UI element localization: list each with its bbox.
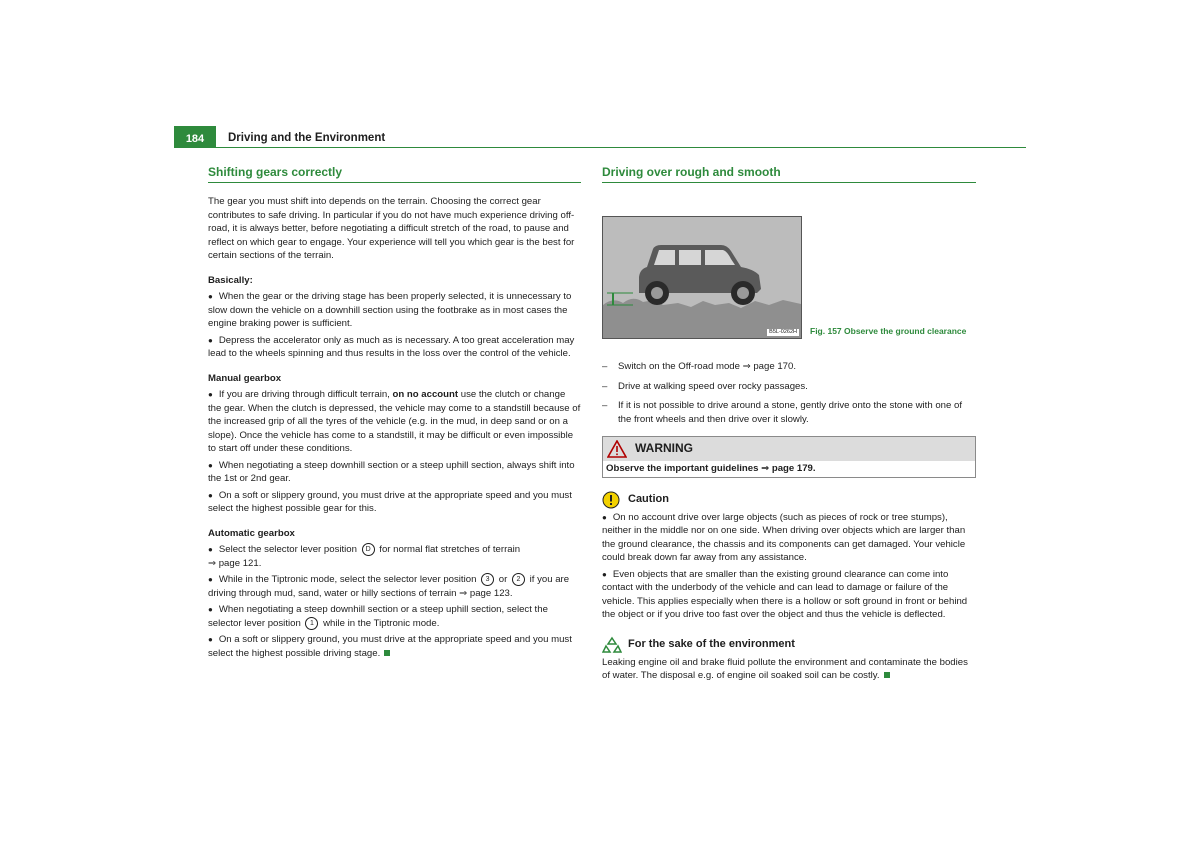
list-item: ● On a soft or slippery ground, you must drive at the appropriate speed and you must select the highest possible gear for this. — [208, 489, 572, 514]
environment-header — [602, 637, 976, 655]
list-item: ● When negotiating a steep downhill section or a steep uphill section, always shift into the 1st or 2nd gear. — [208, 459, 575, 484]
chapter-title: Driving and the Environment — [228, 132, 386, 144]
end-of-section-icon — [884, 672, 890, 678]
list-item: ● Even objects that are smaller than the existing ground clearance can come into contact with the underbody of the vehicle and can lead to damage or failure of the vehicle. This applies especially when there is a hollow or soft ground in front or behind the object or if you drive too fast over the object and thus the vehicle is deflected. — [602, 568, 968, 620]
environment-title: For the sake of the environment — [628, 637, 795, 650]
step-item: – Switch on the Off-road mode ⇒ page 170. — [602, 361, 797, 372]
list-item: ● When negotiating a steep downhill section or a steep uphill section, select the selector lever position 1 while in the Tiptronic mode. — [208, 604, 548, 629]
header-rule — [174, 147, 1026, 148]
page-number: 184 — [174, 126, 216, 148]
environment-text: Leaking engine oil and brake fluid pollute the environment and contaminate the bodies of water. The disposal e.g. of engine oil soaked soil can be costly. — [602, 656, 968, 681]
warning-text: Observe the important guidelines ⇒ page 179. — [606, 463, 816, 474]
bullet-dot-icon: ● — [208, 390, 213, 399]
bullet-dot-icon: ● — [208, 545, 213, 555]
bullet-dot-icon: ● — [208, 460, 213, 470]
warning-header — [603, 437, 975, 461]
list-item: ● If you are driving through difficult terrain, on no account use the clutch or change the gear. When the clutch is depressed, the vehicle may come to a standstill because of the increased grip of all the tyres of the vehicle (e.g. in the mud, in deep sand or on a slope). Once the vehicle has come to a standstill, it may be difficult or even impossible to start off under these conditions. — [208, 389, 581, 454]
manual-gearbox-heading: Manual gearbox — [208, 372, 282, 384]
vehicle-illustration — [603, 217, 801, 338]
bullet-dot-icon: ● — [208, 605, 213, 615]
page-header — [174, 126, 1026, 148]
emphasis: on no account — [392, 389, 459, 400]
list-item: ● While in the Tiptronic mode, select the selector lever position 3 or 2 if you are driving through mud, sand, water or hilly sections of terrain ⇒ page 123. — [208, 574, 570, 599]
figure-caption: Fig. 157 Observe the ground clearance — [810, 326, 967, 336]
warning-triangle-icon — [607, 440, 627, 463]
intro-paragraph: The gear you must shift into depends on the terrain. Choosing the correct gear contributes to safe driving. In particular if you do not have much experience driving off-road, it is always better, before negotiating a difficult stretch of the road, to pause and reflect on which gear to engage. Your experience will tell you which gear is the best for certain sections of the terrain. — [208, 196, 575, 261]
list-item: ● On no account drive over large objects (such as pieces of rock or tree stumps), neither in the middle nor on one side. When driving over objects which are larger than the ground clearance, the chassis and its components can get damaged. Your vehicle could break down far away from any assistance. — [602, 511, 966, 563]
figure-code: B5L-0262H — [769, 329, 797, 335]
warning-title: WARNING — [635, 441, 693, 455]
warning-box — [602, 436, 976, 478]
environment-recycle-icon — [602, 636, 622, 659]
caution-exclamation-icon — [602, 491, 620, 514]
caution-title: Caution — [628, 492, 669, 505]
page-reference-link[interactable]: ⇒ page 121. — [208, 557, 262, 569]
bullet-dot-icon: ● — [208, 575, 213, 585]
bullet-dot-icon: ● — [602, 512, 607, 522]
bullet-dot-icon: ● — [208, 292, 213, 301]
selector-position-badge: D — [362, 543, 375, 556]
section-title-rough: Driving over rough and smooth — [602, 164, 976, 183]
automatic-gearbox-heading: Automatic gearbox — [208, 527, 295, 539]
list-item: ● Depress the accelerator only as much as is necessary. A too great acceleration may lead to the wheels spinning and thus results in the loss over the control of the vehicle. — [208, 334, 575, 359]
step-item: – If it is not possible to drive around a stone, gently drive onto the stone with one of the front wheels and then drive over it slowly. — [602, 400, 962, 425]
bullet-dot-icon: ● — [602, 569, 607, 579]
vehicle-ground-clearance-image — [602, 216, 802, 339]
left-column — [208, 164, 581, 663]
bullet-dot-icon: ● — [208, 635, 213, 645]
list-item: ● On a soft or slippery ground, you must drive at the appropriate speed and you must select the highest possible driving stage. — [208, 634, 572, 659]
selector-position-badge: 3 — [481, 573, 494, 586]
list-item: ● When the gear or the driving stage has been properly selected, it is unnecessary to slow down the vehicle on a downhill section using the footbrake as in most cases the engine braking power is sufficient. — [208, 291, 572, 329]
basically-heading: Basically: — [208, 274, 253, 286]
step-item: – Drive at walking speed over rocky passages. — [602, 380, 808, 392]
right-column — [602, 164, 976, 683]
caution-header — [602, 492, 976, 510]
section-title-shifting: Shifting gears correctly — [208, 164, 581, 183]
selector-position-badge: 2 — [512, 573, 525, 586]
end-of-section-icon — [384, 650, 390, 656]
figure-157 — [602, 183, 976, 336]
selector-position-badge: 1 — [305, 617, 318, 630]
bullet-dot-icon: ● — [208, 490, 213, 500]
bullet-dot-icon: ● — [208, 335, 213, 345]
list-item: ● Select the selector lever position D for normal flat stretches of terrain ⇒ page 121. — [208, 544, 521, 569]
